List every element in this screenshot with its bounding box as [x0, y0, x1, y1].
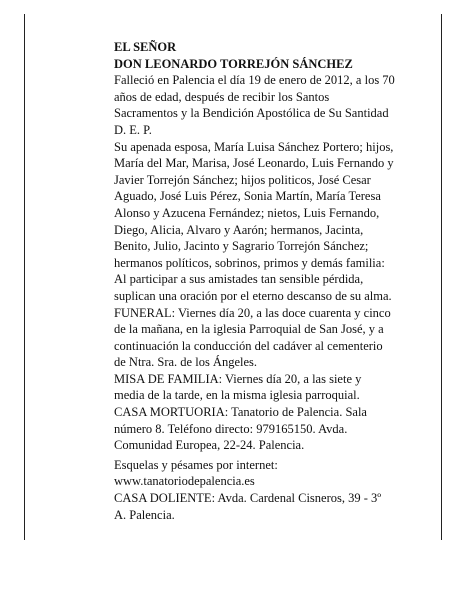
title-line-2: DON LEONARDO TORREJÓN SÁNCHEZ: [114, 56, 353, 71]
family-line: Diego, Alicia, Alvaro y Aarón; hermanos, Jacinta,: [114, 222, 364, 237]
family-line: hermanos políticos, sobrinos, primos y demás familia:: [114, 255, 385, 270]
esquelas-paragraph: [114, 457, 438, 490]
casa-mortuoria-paragraph: [114, 404, 438, 454]
funeral-line: de la mañana, en la iglesia Parroquial de San José, y a: [114, 322, 384, 337]
death-line: años de edad, después de recibir los Santos: [114, 89, 330, 104]
casa-doliente-line: CASA DOLIENTE: Avda. Cardenal Cisneros, 39 - 3º: [114, 491, 382, 506]
family-line: Aguado, José Luis Pérez, Sonia Martín, María Teresa: [114, 189, 381, 204]
family-line: María del Mar, Marisa, José Leonardo, Luis Fernando y: [114, 156, 394, 171]
funeral-line: FUNERAL: Viernes día 20, a las doce cuarenta y cinco: [114, 305, 391, 320]
casa-mortuoria-line: CASA MORTUORIA: Tanatorio de Palencia. Sala: [114, 405, 367, 420]
casa-doliente-line: A. Palencia.: [114, 507, 175, 522]
family-line: Su apenada esposa, María Luisa Sánchez Portero; hijos,: [114, 139, 394, 154]
death-line: Falleció en Palencia el día 19 de enero de 2012, a los 70: [114, 73, 395, 88]
family-line: Benito, Julio, Jacinto y Sagrario Torrejón Sánchez;: [114, 239, 369, 254]
death-line: Sacramentos y la Bendición Apostólica de Su Santidad: [114, 106, 389, 121]
death-paragraph: [114, 72, 438, 138]
family-line: Javier Torrejón Sánchez; hijos politicos, José Cesar: [114, 172, 371, 187]
misa-paragraph: [114, 371, 438, 404]
funeral-paragraph: [114, 305, 438, 371]
family-paragraph: [114, 139, 438, 305]
family-line: Al participar a sus amistades tan sensible pérdida,: [114, 272, 364, 287]
left-border-rule: [24, 14, 25, 540]
obituary-notice: [114, 39, 438, 523]
family-line: Alonso y Azucena Fernández; nietos, Luis Fernando,: [114, 205, 380, 220]
funeral-line: de Ntra. Sra. de los Ángeles.: [114, 355, 258, 370]
misa-line: media de la tarde, en la misma iglesia parroquial.: [114, 388, 360, 403]
funeral-line: continuación la conducción del cadáver al cementerio: [114, 338, 383, 353]
casa-mortuoria-line: número 8. Teléfono directo: 979165150. Avda.: [114, 421, 348, 436]
esquelas-line: Esquelas y pésames por internet:: [114, 457, 278, 472]
right-border-rule: [441, 14, 442, 540]
death-line: D. E. P.: [114, 122, 152, 137]
esquelas-website: www.tanatoriodepalencia.es: [114, 474, 255, 489]
title-line-1: EL SEÑOR: [114, 40, 177, 54]
misa-line: MISA DE FAMILIA: Viernes día 20, a las siete y: [114, 371, 362, 386]
family-line: suplican una oración por el eterno descanso de su alma.: [114, 288, 392, 303]
casa-doliente-paragraph: [114, 490, 438, 523]
casa-mortuoria-line: Comunidad Europea, 22-24. Palencia.: [114, 438, 305, 453]
